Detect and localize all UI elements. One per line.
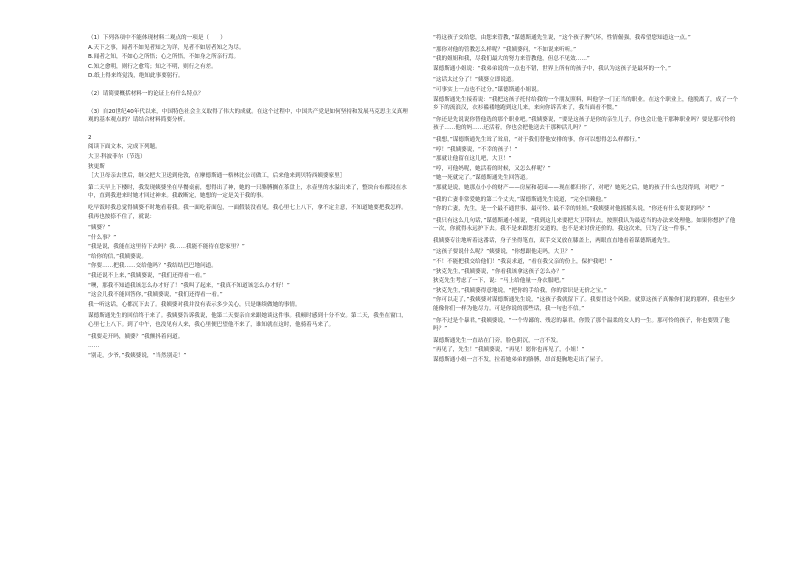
passage-paragraph: “我只有这么几句话，”谋德斯通小姐说，“我到这儿来要把大卫带回去，按照我认为最适当的办法来处理他。如果你想护了他一次，你就得永远护下去。我不是来跟您打交道的，也不是来讨价还价的。我这次来，只为了这一件事。”: [433, 217, 736, 233]
passage-paragraph: “我还说不上来，”我姨婆说，“我们还得看一看。”: [88, 273, 206, 280]
passage-paragraph: “我的姐姐和我，尽我们最大的努力来管教他，但总不见效……”: [433, 56, 590, 63]
option-a: A.天下之事，闻者不如见者知之为详，见者不如居者知之为尽。: [88, 44, 245, 51]
passage-paragraph: “狄克先生，”我姨婆得意地说，“把你的手给我，你的常识是无价之宝。”: [433, 287, 607, 294]
passage-paragraph: “我想，”谋德斯通先生耸了耸肩，“对于我们替他安排的事，你可以想得怎么样都行。”: [433, 136, 641, 143]
passage-paragraph: 吃早饭时我总觉得姨婆不时地看着我。我一面吃着面包，一面假装没看见，我心里七上八下，拿不定主意，不知道她要把我怎样。我再也按捺不住了，就说：: [88, 204, 407, 220]
question-1: （1）下列各项中不能体现材料二观点的一项是（ ）: [88, 35, 226, 41]
passage-paragraph: “不！不能把我交给他们！”我哀求道，“看在我父亲的份上，保护我吧！”: [433, 259, 613, 266]
passage-paragraph: “将这孩子交给您，由您来管教，”谋德斯通先生说，“这个孩子脾气坏，性情倔强，我希望您知道这一点。”: [433, 35, 691, 41]
right-column: [433, 34, 739, 366]
passage-paragraph: “你还是先说说你替他选的那个职业吧。”我姨婆说，“要是这孩子是你的亲生儿子，你也会让他干那种职业吗？要是那可怜的孩子……他的妈……还活着，你也会把他送去干那种活儿吗？”: [433, 116, 736, 132]
passage-paragraph: “狄克先生，”我姨婆说，“你看我该拿这孩子怎么办？”: [433, 268, 565, 275]
passage-paragraph: 我姨婆专注地听着这番话，身子坐得笔直，双手交叉放在膝盖上，两眼直直地看着谋德斯通先生。: [433, 237, 674, 244]
passage-paragraph: “别走，少爷，”我姨婆说，“当然别走！”: [88, 352, 187, 359]
passage-paragraph: “那就是说，她那点小小的财产——房屋和花园——现在都归你了，对吧？她死之后，她的孩子什么也没得到，对吧？”: [433, 184, 725, 191]
option-c: C.知之愈明，则行之愈笃；知之不明，则行之有差。: [88, 63, 217, 70]
passage-paragraph: “这会儿我不能回答你，”我姨婆说，“我们还得看一看。”: [88, 292, 223, 299]
passage-paragraph: 谋德斯通先生的回信终于来了。我姨婆告诉我说，他第二天要亲自来跟她谈这件事。我顿时感到十分不安。第二天，我坐在窗口，心里七上八下。到了中午，也没见有人来，我心里便巴望他不来了，谁知就在这时，他骑着马来了。: [88, 313, 407, 329]
passage-paragraph: 谋德斯通小姐说：“我弟弟说的一点也不错，世界上所有的孩子中，我认为这孩子是最坏的一个。”: [433, 65, 671, 72]
passage-paragraph: “那就让他留在这儿吧，大卫！”: [433, 156, 512, 163]
passage-paragraph: “你不过是个暴君，”我姨婆说，“一个卑鄙的、残忍的暴君。你毁了那个温柔的女人的一生。那可怜的孩子，你也要毁了他吗？”: [433, 317, 730, 333]
passage-paragraph: 第二天早上下楼时，我发现姨婆坐在早餐桌前，想得出了神，她的一只胳膊搁在茶盘上，水壶里的水溢出来了，整块台布都浸在水中，直到我进来时她才回过神来。我敢断定，她想的一定是关于我的事。: [88, 184, 407, 200]
passage-paragraph: 狄克先生考虑了一下，说：“马上给他量一身衣服吧。”: [433, 278, 565, 285]
passage-paragraph: 谋德斯通小姐一言不发，拉着她弟弟的胳膊，昂首挺胸地走出了屋子。: [433, 357, 607, 363]
passage-paragraph: “这孩子要说什么呢？”姨婆说，“你想跟他走吗，大卫？”: [433, 249, 574, 256]
passage-paragraph: 我一听这话，心都沉下去了。我姨婆对我并没有表示多少关心，只是继续做她的事情。: [88, 301, 301, 308]
passage-paragraph: “我的亡妻非常爱她的第二个丈夫，”谋德斯通先生说道，“完全信赖他。”: [433, 196, 607, 203]
passage-paragraph: “那你对他的管教怎么样呢？”我姨婆问，“不如说来听听。”: [433, 46, 577, 53]
left-column: [88, 34, 410, 361]
passage-paragraph: “我要走开吗，姨婆？”我颤抖着问道。: [88, 333, 184, 340]
ellipsis: ……: [88, 343, 100, 350]
passage-title: 大卫·科波菲尔（节选）: [88, 153, 146, 160]
option-d: D.纸上得来终觉浅，绝知此事要躬行。: [88, 73, 184, 80]
passage-paragraph: “这话太过分了！”姨婆立即说道。: [433, 77, 518, 84]
passage-paragraph: “姨婆？”: [88, 225, 111, 232]
passage-paragraph: “可事实上一点也不过分。”谋德斯通小姐说。: [433, 86, 543, 93]
section-number: 2: [88, 134, 92, 141]
passage-paragraph: 谋德斯通先生一直站在门旁，脸色阴沉，一言不发。: [433, 337, 562, 344]
question-3: （3）自20世纪40年代以来，中国特色社会主义取得了伟大的成就。在这个过程中，中国共产党是如何坚持和发展马克思主义真理观的基本观点的？请结合材料简要分析。: [88, 108, 408, 124]
passage-paragraph: “什么事？”: [88, 234, 117, 241]
section-instruction: 阅读下面文本，完成下列题。: [88, 144, 161, 151]
passage-paragraph: “我是说，我能在这里待下去吗？我……我能不能待在您家里？”: [88, 244, 245, 251]
passage-paragraph: “你要……把我……交给他吗？”我结结巴巴地问道。: [88, 263, 217, 270]
passage-paragraph: “给你的信，”我姨婆说。: [88, 253, 147, 260]
passage-paragraph: “哼！”我姨婆说，“不幸的孩子！”: [433, 146, 518, 153]
passage-paragraph: “你可以走了，”我姨婆对谋德斯通先生说，“这孩子我就留下了。我要冒这个风险。就算这孩子真像你们说的那样，我也至少能像你们一样为他尽力。可是你说的那些话，我一句也不信。”: [433, 297, 736, 313]
passage-paragraph: “你的亡妻，先生，是一个最不通世事、最可怜、最不幸的娃娃。”我姨婆对他摇摇头说，“你还有什么要说的吗？”: [433, 206, 711, 213]
passage-intro: ［大卫母亲去世后，继父把大卫送到伦敦，在摩德斯通一格林比公司做工，后来他来到贝特西姨婆家里］: [88, 173, 346, 180]
passage-paragraph: “噢，那我不知道我该怎么办才好了！”我叫了起来，“我真不知道该怎么办才好！”: [88, 282, 290, 289]
option-b: B.闻者之知，不如心之所悟；心之所悟，不如身之所亲行焉。: [88, 54, 240, 61]
passage-paragraph: “再见了，先生！”我姨婆说，“再见！愿你也再见了，小姐！”: [433, 347, 585, 354]
passage-paragraph: 谋德斯通先生接着说：“我把这孩子托付给我的一个朋友照料，叫他学一门正当的职业。在这个职业上，他脱离了，成了一个乡下的流浪汉，衣衫褴褛地跑到这儿来，来向你诉苦来了，我当面看不惯。”: [433, 96, 738, 112]
passage-paragraph: “她一死就完了。”谋德斯通先生回答道。: [433, 175, 532, 182]
passage-paragraph: “哼，可他妈呢，她活着的时候，又怎么样呢？”: [433, 165, 551, 172]
question-2: （2）请简要概括材料一的论证上有什么特点？: [88, 90, 204, 97]
passage-author: 狄更斯: [88, 163, 105, 170]
